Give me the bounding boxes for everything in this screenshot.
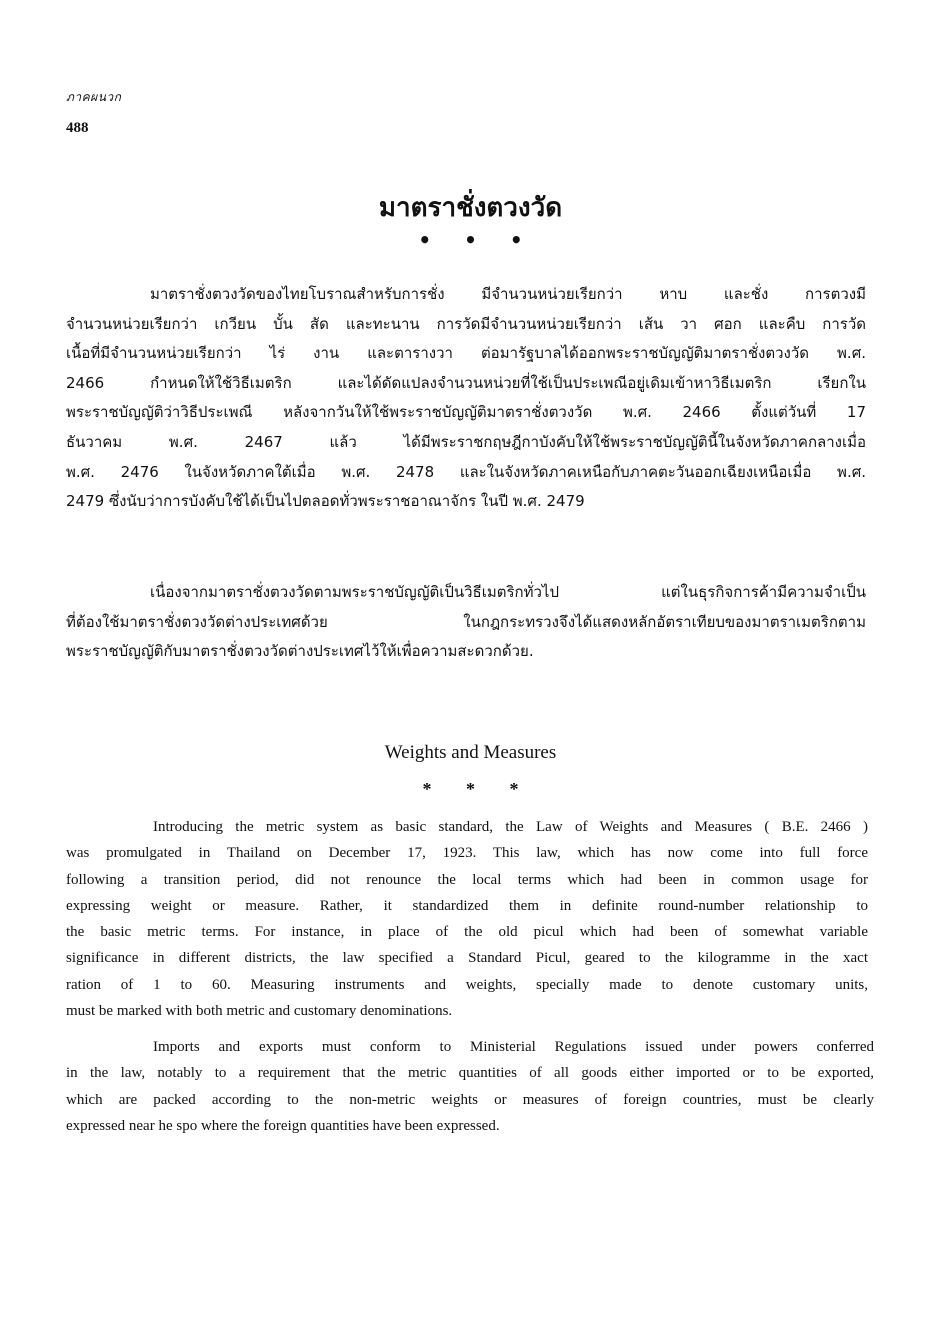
english-paragraph-1-line: significance in different districts, the law specified a Standard Picul, geared to the kilogramme in the xact [66, 950, 868, 967]
english-paragraph-1-line: following a transition period, did not renounce the local terms which had been in common usage for [66, 871, 868, 888]
thai-section-title: มาตราชั่งตวงวัด [378, 193, 563, 223]
thai-section-ornament: • • • [418, 228, 523, 252]
english-paragraph-2 [66, 1034, 874, 1139]
running-head: ภาคผนวก [66, 90, 122, 104]
thai-paragraph-1-line: ธันวาคม พ.ศ. 2467 แล้ว ได้มีพระราชกฤษฎีกาบังคับให้ใช้พระราชบัญญัตินี้ในจังหวัดภาคกลางเมื่อ [66, 432, 866, 451]
thai-paragraph-1-line: พ.ศ. 2476 ในจังหวัดภาคใต้เมื่อ พ.ศ. 2478 และในจังหวัดภาคเหนือกับภาคตะวันออกเฉียงเหนือเมื่อ พ.ศ. [66, 462, 866, 481]
thai-paragraph-1-line: พระราชบัญญัติว่าวิธีประเพณี หลังจากวันให้ใช้พระราชบัญญัติมาตราชั่งตวงวัด พ.ศ. 2466 ตั้งแต่วันที่ 17 [66, 403, 866, 422]
thai-paragraph-1 [66, 280, 866, 517]
english-section-title: Weights and Measures [384, 742, 557, 763]
english-paragraph-2-line: expressed near he spo where the foreign quantities have been expressed. [66, 1117, 500, 1134]
english-paragraph-2-line: which are packed according to the non-metric weights or measures of foreign countries, must be clearly [66, 1091, 874, 1108]
thai-paragraph-1-line: จำนวนหน่วยเรียกว่า เกวียน บั้น สัด และทะนาน การวัดมีจำนวนหน่วยเรียกว่า เส้น วา ศอก และคืบ การวัด [66, 314, 866, 333]
page-number: 488 [66, 120, 89, 136]
english-section-ornament: * * * [422, 779, 519, 799]
thai-paragraph-2-line: พระราชบัญญัติกับมาตราชั่งตวงวัดต่างประเทศไว้ให้เพื่อความสะดวกด้วย. [66, 642, 534, 661]
thai-paragraph-2-line: ที่ต้องใช้มาตราชั่งตวงวัดต่างประเทศด้วย ในกฎกระทรวงจึงได้แสดงหลักอัตราเทียบของมาตราเมตริกตาม [66, 612, 866, 631]
english-paragraph-1-line: was promulgated in Thailand on December 17, 1923. This law, which has now come into full force [66, 845, 868, 862]
thai-paragraph-2-line: เนื่องจากมาตราชั่งตวงวัดตามพระราชบัญญัติเป็นวิธีเมตริกทั่วไป แต่ในธุรกิจการค้ามีความจำเป็น [150, 583, 866, 601]
english-paragraph-1-line: the basic metric terms. For instance, in place of the old picul which had been of somewhat variable [66, 924, 868, 941]
english-paragraph-2-line: Imports and exports must conform to Ministerial Regulations issued under powers conferred [153, 1039, 874, 1055]
english-paragraph-1-line: expressing weight or measure. Rather, it standardized them in definite round-number relationship to [66, 897, 868, 914]
thai-paragraph-2 [66, 578, 866, 667]
thai-paragraph-1-line: 2466 กำหนดให้ใช้วิธีเมตริก และได้ดัดแปลงจำนวนหน่วยที่ใช้เป็นประเพณีอยู่เดิมเข้าหาวิธีเมตริก เรียกใน [66, 373, 866, 392]
english-paragraph-1-line: Introducing the metric system as basic standard, the Law of Weights and Measures ( B.E. 2466 ) [153, 819, 868, 835]
english-paragraph-2-line: in the law, notably to a requirement that the metric quantities of all goods either imported or to be exported, [66, 1065, 874, 1082]
english-paragraph-1-line: ration of 1 to 60. Measuring instruments and weights, specially made to denote customary units, [66, 976, 868, 993]
thai-paragraph-1-line: เนื้อที่มีจำนวนหน่วยเรียกว่า ไร่ งาน และตารางวา ต่อมารัฐบาลได้ออกพระราชบัญญัติมาตราชั่งตวงวัด พ.ศ. [66, 344, 866, 363]
thai-paragraph-1-line: มาตราชั่งตวงวัดของไทยโบราณสำหรับการชั่ง มีจำนวนหน่วยเรียกว่า หาบ และชั่ง การตวงมี [150, 285, 866, 303]
thai-paragraph-1-line: 2479 ซึ่งนับว่าการบังคับใช้ได้เป็นไปตลอดทั่วพระราชอาณาจักร ในปี พ.ศ. 2479 [66, 492, 585, 511]
english-paragraph-1-line: must be marked with both metric and customary denominations. [66, 1003, 453, 1020]
english-paragraph-1 [66, 814, 868, 1024]
